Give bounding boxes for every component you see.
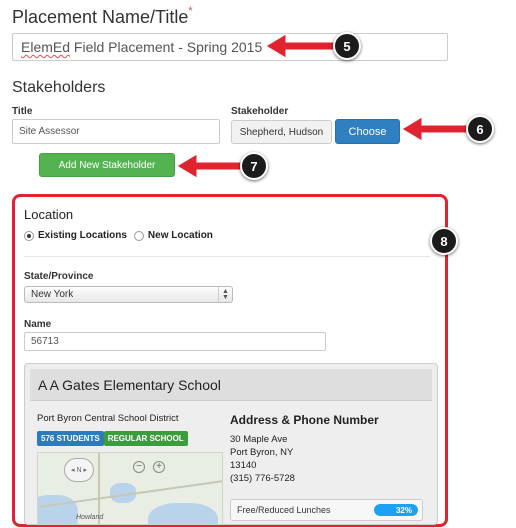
radio-new-label: New Location [147, 230, 213, 241]
state-province-select[interactable] [24, 286, 233, 303]
students-badge: 576 STUDENTS [37, 431, 104, 446]
lunch-percent: 32% [395, 505, 412, 515]
location-divider [24, 256, 430, 257]
school-district: Port Byron Central School District [37, 413, 179, 424]
address-line-2: Port Byron, NY [230, 447, 294, 458]
address-line-1: 30 Maple Ave [230, 434, 288, 445]
school-map[interactable] [37, 452, 223, 525]
map-water-3 [148, 503, 218, 525]
callout-6: 6 [466, 115, 494, 143]
required-asterisk: * [188, 5, 193, 17]
callout-7: 7 [240, 152, 268, 180]
add-new-stakeholder-button[interactable]: Add New Stakeholder [39, 153, 175, 177]
placement-title-value-word1: ElemEd [21, 39, 71, 55]
lunch-label: Free/Reduced Lunches [237, 505, 331, 515]
school-name-header [30, 369, 432, 401]
radio-selected-dot [27, 234, 31, 238]
lunch-progress-bar [374, 504, 418, 516]
stakeholder-title-label: Title [12, 106, 33, 117]
location-heading: Location [24, 207, 74, 222]
stakeholder-label: Stakeholder [231, 106, 289, 117]
map-pan-control-icon[interactable]: ◂ N ▸ [64, 458, 94, 482]
map-zoom-out-icon[interactable]: − [133, 461, 145, 473]
stakeholder-title-input[interactable]: Site Assessor [12, 119, 220, 144]
callout-5: 5 [333, 32, 361, 60]
map-water-1 [37, 495, 78, 525]
placement-title-value-rest: Field Placement - Spring 2015 [70, 39, 263, 55]
school-name: A A Gates Elementary School [38, 376, 221, 393]
location-radio-group [24, 230, 213, 241]
placement-title-label-text: Placement Name/Title [12, 7, 189, 27]
radio-new-location[interactable] [134, 231, 144, 241]
address-heading: Address & Phone Number [230, 413, 379, 427]
address-line-3: 13140 [230, 460, 257, 471]
map-place-label: Howland [76, 514, 104, 521]
map-zoom-in-icon[interactable]: + [153, 461, 165, 473]
stakeholders-heading: Stakeholders [12, 79, 106, 96]
choose-button[interactable]: Choose [335, 119, 400, 144]
arrow-6-icon [402, 117, 468, 141]
radio-existing-label: Existing Locations [38, 230, 127, 241]
radio-existing-locations[interactable] [24, 231, 34, 241]
select-arrows-icon: ▲ ▼ [218, 287, 232, 302]
address-block [230, 433, 295, 485]
school-type-badge: REGULAR SCHOOL [104, 431, 188, 446]
school-badges [37, 431, 188, 446]
school-phone: (315) 776-5728 [230, 473, 295, 484]
arrow-7-icon [177, 154, 243, 178]
stakeholder-name-field: Shepherd, Hudson [231, 120, 332, 144]
state-province-label: State/Province [24, 271, 94, 282]
location-name-input[interactable]: 56713 [24, 332, 326, 351]
arrow-5-icon [266, 34, 336, 58]
location-name-label: Name [24, 319, 52, 330]
state-province-value: New York [31, 289, 74, 300]
callout-8: 8 [430, 227, 458, 255]
